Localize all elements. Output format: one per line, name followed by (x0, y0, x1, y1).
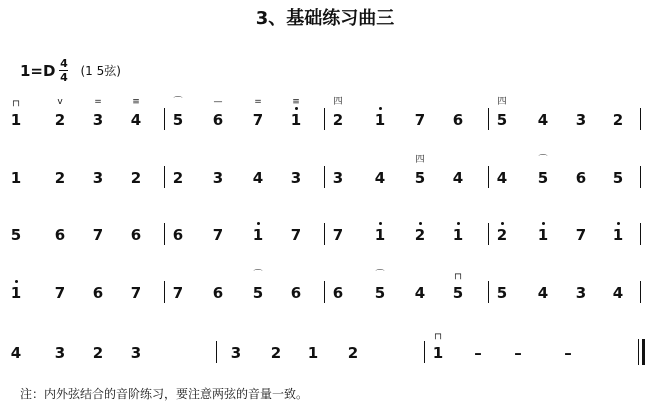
high-octave-dot (419, 222, 422, 225)
bowing-mark: ⌒ (538, 155, 548, 165)
bowing-mark: ┌┐ (10, 97, 22, 107)
note: 5 (374, 284, 386, 302)
barline (164, 108, 165, 130)
final-barline (638, 339, 645, 365)
high-octave-dot (257, 222, 260, 225)
bowing-mark: ┌┐ (452, 270, 464, 280)
barline (324, 166, 325, 188)
bowing-mark: ≡ (292, 97, 300, 107)
note: 1 (452, 226, 464, 244)
note: 2 (54, 169, 66, 187)
high-octave-dot (542, 222, 545, 225)
bowing-mark: = (254, 97, 262, 107)
note: 6 (172, 226, 184, 244)
note: 7 (172, 284, 184, 302)
high-octave-dot (295, 107, 298, 110)
note: 2 (54, 111, 66, 129)
note: 3 (575, 284, 587, 302)
barline (640, 166, 641, 188)
string-indication: (1 5弦) (80, 64, 121, 78)
note: – (474, 344, 482, 362)
note: 2 (414, 226, 426, 244)
note: 4 (252, 169, 264, 187)
note: 5 (496, 284, 508, 302)
high-octave-dot (379, 107, 382, 110)
note: 2 (172, 169, 184, 187)
note: 3 (212, 169, 224, 187)
note: 5 (414, 169, 426, 187)
note: 5 (612, 169, 624, 187)
note: – (514, 344, 522, 362)
bowing-mark: 四 (415, 155, 425, 165)
footnote: 注：内外弦结合的音阶练习，要注意两弦的音量一致。 (20, 387, 309, 401)
note: 5 (496, 111, 508, 129)
barline (324, 223, 325, 245)
bowing-mark: ⌒ (253, 270, 263, 280)
high-octave-dot (379, 222, 382, 225)
barline (164, 223, 165, 245)
note: 1 (374, 226, 386, 244)
barline (488, 108, 489, 130)
barline (640, 108, 641, 130)
note: 3 (92, 111, 104, 129)
note: 1 (10, 111, 22, 129)
note: 4 (10, 344, 22, 362)
note: 7 (252, 111, 264, 129)
meter-bottom: 4 (60, 71, 68, 84)
note: 3 (130, 344, 142, 362)
note: 6 (212, 111, 224, 129)
note: 5 (172, 111, 184, 129)
note: 6 (575, 169, 587, 187)
note: 6 (54, 226, 66, 244)
note: 6 (212, 284, 224, 302)
note: 7 (92, 226, 104, 244)
note: 1 (252, 226, 264, 244)
note: 6 (92, 284, 104, 302)
note: 4 (130, 111, 142, 129)
note: 5 (10, 226, 22, 244)
high-octave-dot (617, 222, 620, 225)
note: 2 (496, 226, 508, 244)
note: 6 (452, 111, 464, 129)
note: 2 (130, 169, 142, 187)
barline (216, 341, 217, 363)
note: 4 (452, 169, 464, 187)
note: 7 (130, 284, 142, 302)
note: 5 (537, 169, 549, 187)
note: 2 (612, 111, 624, 129)
note: – (564, 344, 572, 362)
page-title: 3、基础练习曲三 (255, 8, 395, 29)
note: 3 (92, 169, 104, 187)
barline (324, 108, 325, 130)
note: 3 (332, 169, 344, 187)
barline (164, 281, 165, 303)
note: 7 (575, 226, 587, 244)
high-octave-dot (15, 280, 18, 283)
barline (640, 223, 641, 245)
note: 6 (290, 284, 302, 302)
note: 1 (612, 226, 624, 244)
barline (164, 166, 165, 188)
bowing-mark: ⌒ (375, 270, 385, 280)
note: 2 (270, 344, 282, 362)
note: 4 (496, 169, 508, 187)
note: 1 (432, 344, 444, 362)
note: 4 (537, 284, 549, 302)
note: 4 (414, 284, 426, 302)
bowing-mark: ≡ (132, 97, 140, 107)
bowing-mark: — (213, 97, 223, 107)
note: 7 (332, 226, 344, 244)
note: 7 (414, 111, 426, 129)
meter-top: 4 (60, 57, 68, 70)
barline (488, 281, 489, 303)
note: 1 (307, 344, 319, 362)
bowing-mark: 四 (333, 97, 343, 107)
bowing-mark: = (94, 97, 102, 107)
note: 6 (130, 226, 142, 244)
note: 7 (54, 284, 66, 302)
barline (424, 341, 425, 363)
note: 1 (10, 284, 22, 302)
note: 7 (212, 226, 224, 244)
note: 3 (230, 344, 242, 362)
note: 2 (332, 111, 344, 129)
note: 2 (92, 344, 104, 362)
barline (324, 281, 325, 303)
note: 5 (452, 284, 464, 302)
high-octave-dot (457, 222, 460, 225)
note: 2 (347, 344, 359, 362)
note: 4 (374, 169, 386, 187)
barline (640, 281, 641, 303)
note: 4 (537, 111, 549, 129)
note: 1 (537, 226, 549, 244)
note: 1 (290, 111, 302, 129)
note: 4 (612, 284, 624, 302)
bowing-mark: ┌┐ (432, 330, 444, 340)
note: 3 (290, 169, 302, 187)
note: 5 (252, 284, 264, 302)
note: 1 (374, 111, 386, 129)
note: 1 (10, 169, 22, 187)
barline (488, 223, 489, 245)
barline (488, 166, 489, 188)
key-label: 1=D (20, 61, 56, 80)
bowing-mark: 四 (497, 97, 507, 107)
note: 3 (54, 344, 66, 362)
bowing-mark: v (57, 97, 63, 107)
note: 6 (332, 284, 344, 302)
bowing-mark: ⌒ (173, 97, 183, 107)
high-octave-dot (501, 222, 504, 225)
note: 3 (575, 111, 587, 129)
note: 7 (290, 226, 302, 244)
